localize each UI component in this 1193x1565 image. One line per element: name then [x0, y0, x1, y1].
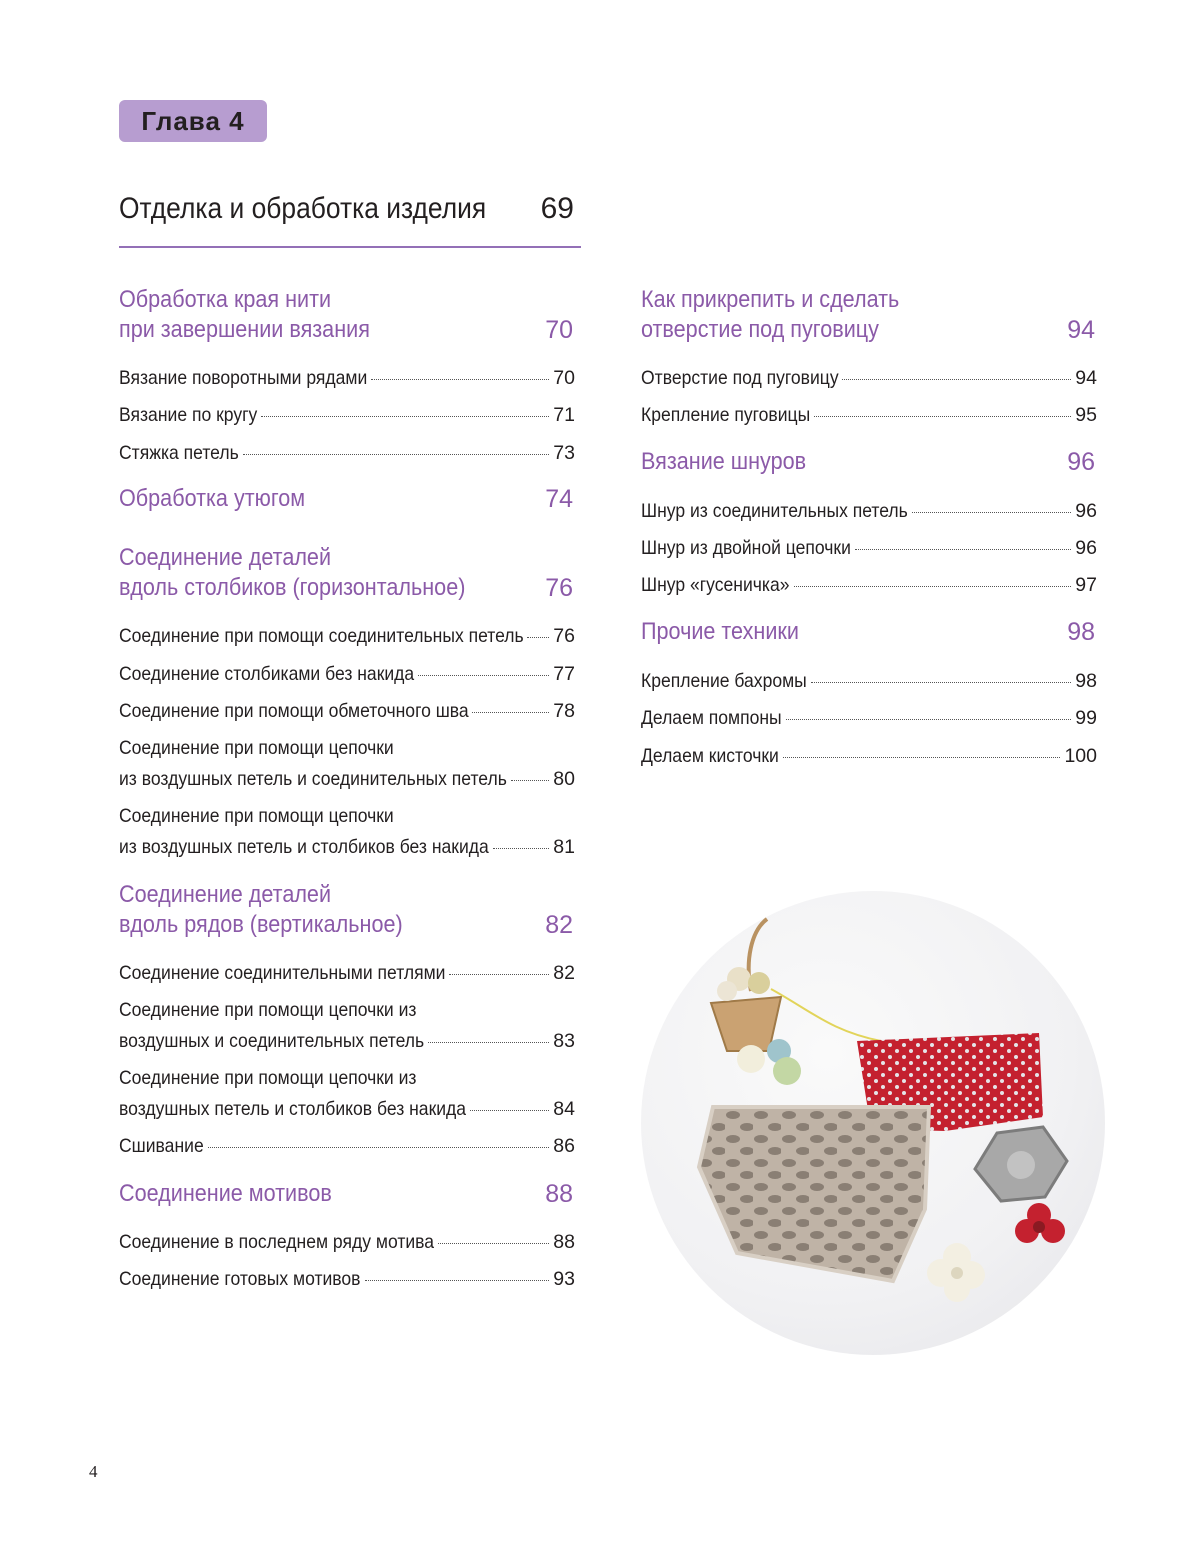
entry-page-number: 88	[553, 1231, 575, 1253]
section-page-number: 94	[1067, 316, 1095, 344]
toc-entry[interactable]	[119, 958, 575, 989]
entry-label-line: Соединение при помощи цепочки	[119, 805, 394, 827]
entry-label: Соединение столбиками без накида	[119, 663, 415, 685]
section-title-line: Соединение деталей	[119, 544, 332, 571]
section-title-line: Как прикрепить и сделать	[641, 286, 900, 313]
dot-leader	[371, 379, 549, 380]
chapter-page-number: 69	[540, 192, 574, 225]
section-title-line: Обработка утюгом	[119, 485, 306, 512]
section-page-number: 82	[545, 911, 573, 939]
grey-swatch	[699, 1107, 929, 1281]
dot-leader	[912, 512, 1071, 513]
entry-label: Вязание по кругу	[119, 404, 258, 426]
section-title-line: Соединение деталей	[119, 881, 332, 908]
dot-leader	[493, 848, 550, 849]
entry-label: Крепление пуговицы	[641, 404, 811, 426]
crochet-samples-illustration	[641, 891, 1105, 1355]
dot-leader	[842, 379, 1071, 380]
section-page-number: 74	[545, 485, 573, 513]
entry-page-number: 81	[553, 836, 575, 858]
toc-entry[interactable]	[641, 363, 1097, 394]
toc-entry[interactable]	[119, 1131, 575, 1162]
entry-label: Шнур из соединительных петель	[641, 500, 908, 522]
section-title-line: при завершении вязания	[119, 316, 370, 343]
section-page-number: 96	[1067, 448, 1095, 476]
entry-label: Сшивание	[119, 1135, 204, 1157]
section-title-line: Обработка края нити	[119, 286, 332, 313]
dot-leader	[261, 416, 549, 417]
toc-entry[interactable]	[641, 666, 1097, 697]
entry-label: Соединение при помощи соединительных петель	[119, 625, 524, 647]
entry-label: Делаем кисточки	[641, 745, 779, 767]
toc-section-heading[interactable]	[119, 880, 575, 940]
toc-section-heading[interactable]	[119, 484, 575, 514]
section-title-line: вдоль столбиков (горизонтальное)	[119, 574, 466, 601]
dot-leader	[511, 780, 549, 781]
entry-label: воздушных петель и столбиков без накида	[119, 1098, 467, 1120]
toc-entry[interactable]	[119, 363, 575, 394]
dot-leader	[811, 682, 1071, 683]
hexagon-motif	[975, 1127, 1067, 1201]
entry-page-number: 100	[1064, 745, 1097, 767]
entry-page-number: 96	[1075, 537, 1097, 559]
entry-page-number: 80	[553, 768, 575, 790]
toc-entry[interactable]	[641, 703, 1097, 734]
toc-entry[interactable]	[119, 621, 575, 652]
dot-leader	[365, 1280, 549, 1281]
section-title-line: отверстие под пуговицу	[641, 316, 879, 343]
section-page-number: 76	[545, 574, 573, 602]
chapter-badge: Глава 4	[119, 100, 267, 142]
dot-leader	[470, 1110, 550, 1111]
yarn-balls	[737, 1039, 801, 1085]
dot-leader	[783, 757, 1060, 758]
toc-entry[interactable]	[119, 1227, 575, 1258]
section-page-number: 98	[1067, 618, 1095, 646]
toc-section-heading[interactable]	[641, 285, 1097, 345]
toc-section-heading[interactable]	[119, 543, 575, 603]
toc-entry[interactable]	[119, 400, 575, 431]
entry-page-number: 71	[553, 404, 575, 426]
entry-page-number: 93	[553, 1268, 575, 1290]
dot-leader	[527, 637, 549, 638]
toc-entry[interactable]	[641, 741, 1097, 772]
entry-label-line: Соединение при помощи цепочки из	[119, 999, 417, 1021]
toc-entry[interactable]	[119, 659, 575, 690]
entry-page-number: 82	[553, 962, 575, 984]
entry-page-number: 96	[1075, 500, 1097, 522]
entry-label: Делаем помпоны	[641, 707, 782, 729]
entry-label: Шнур из двойной цепочки	[641, 537, 851, 559]
yarn-thread	[771, 989, 881, 1041]
entry-page-number: 78	[553, 700, 575, 722]
dot-leader	[814, 416, 1071, 417]
dot-leader	[243, 454, 550, 455]
section-page-number: 70	[545, 316, 573, 344]
entry-label: Вязание поворотными рядами	[119, 367, 368, 389]
toc-entry[interactable]	[641, 570, 1097, 601]
toc-section-heading[interactable]	[119, 1179, 575, 1209]
entry-page-number: 95	[1075, 404, 1097, 426]
dot-leader	[418, 675, 549, 676]
toc-entry[interactable]	[119, 995, 575, 1057]
toc-entry[interactable]	[119, 696, 575, 727]
entry-page-number: 84	[553, 1098, 575, 1120]
entry-label: Соединение в последнем ряду мотива	[119, 1231, 435, 1253]
entry-label: Соединение готовых мотивов	[119, 1268, 361, 1290]
entry-label: Крепление бахромы	[641, 670, 807, 692]
section-title-line: вдоль рядов (вертикальное)	[119, 911, 403, 938]
section-title-line: Соединение мотивов	[119, 1180, 332, 1207]
entry-label: Стяжка петель	[119, 442, 239, 464]
toc-entry[interactable]	[119, 1264, 575, 1295]
entry-label: из воздушных петель и столбиков без накида	[119, 836, 489, 858]
white-flower-motif	[927, 1243, 985, 1302]
dot-leader	[855, 549, 1071, 550]
entry-page-number: 99	[1075, 707, 1097, 729]
toc-section-heading[interactable]	[641, 617, 1097, 647]
dot-leader	[438, 1243, 549, 1244]
toc-section-heading[interactable]	[119, 285, 575, 345]
page-number: 4	[89, 1462, 98, 1481]
toc-entry[interactable]	[119, 733, 575, 795]
dot-leader	[472, 712, 549, 713]
dot-leader	[449, 974, 549, 975]
section-title-line: Прочие техники	[641, 618, 799, 645]
entry-label-line: Соединение при помощи цепочки	[119, 737, 394, 759]
dot-leader	[794, 586, 1072, 587]
entry-label: Отверстие под пуговицу	[641, 367, 839, 389]
entry-page-number: 94	[1075, 367, 1097, 389]
toc-entry[interactable]	[641, 533, 1097, 564]
dot-leader	[208, 1147, 549, 1148]
toc-section-heading[interactable]	[641, 447, 1097, 477]
entry-page-number: 76	[553, 625, 575, 647]
entry-page-number: 98	[1075, 670, 1097, 692]
entry-page-number: 97	[1075, 574, 1097, 596]
entry-page-number: 83	[553, 1030, 575, 1052]
entry-label: воздушных и соединительных петель	[119, 1030, 425, 1052]
entry-page-number: 70	[553, 367, 575, 389]
entry-label: из воздушных петель и соединительных петель	[119, 768, 507, 790]
entry-page-number: 86	[553, 1135, 575, 1157]
entry-label: Шнур «гусеничка»	[641, 574, 790, 596]
crochet-samples-photo	[641, 891, 1105, 1355]
basket-shape	[711, 919, 781, 1051]
toc-entry[interactable]	[119, 801, 575, 863]
entry-label: Соединение соединительными петлями	[119, 962, 446, 984]
section-page-number: 88	[545, 1180, 573, 1208]
chapter-title: Отделка и обработка изделия	[119, 192, 487, 225]
dot-leader	[786, 719, 1071, 720]
toc-entry[interactable]	[119, 1063, 575, 1125]
section-title-line: Вязание шнуров	[641, 448, 807, 475]
toc-entry[interactable]	[641, 400, 1097, 431]
entry-page-number: 73	[553, 442, 575, 464]
red-flower-motif	[1015, 1203, 1065, 1243]
dot-leader	[428, 1042, 549, 1043]
entry-label-line: Соединение при помощи цепочки из	[119, 1067, 417, 1089]
entry-page-number: 77	[553, 663, 575, 685]
toc-entry[interactable]	[641, 496, 1097, 527]
chapter-heading	[119, 188, 581, 248]
toc-entry[interactable]	[119, 438, 575, 469]
entry-label: Соединение при помощи обметочного шва	[119, 700, 469, 722]
